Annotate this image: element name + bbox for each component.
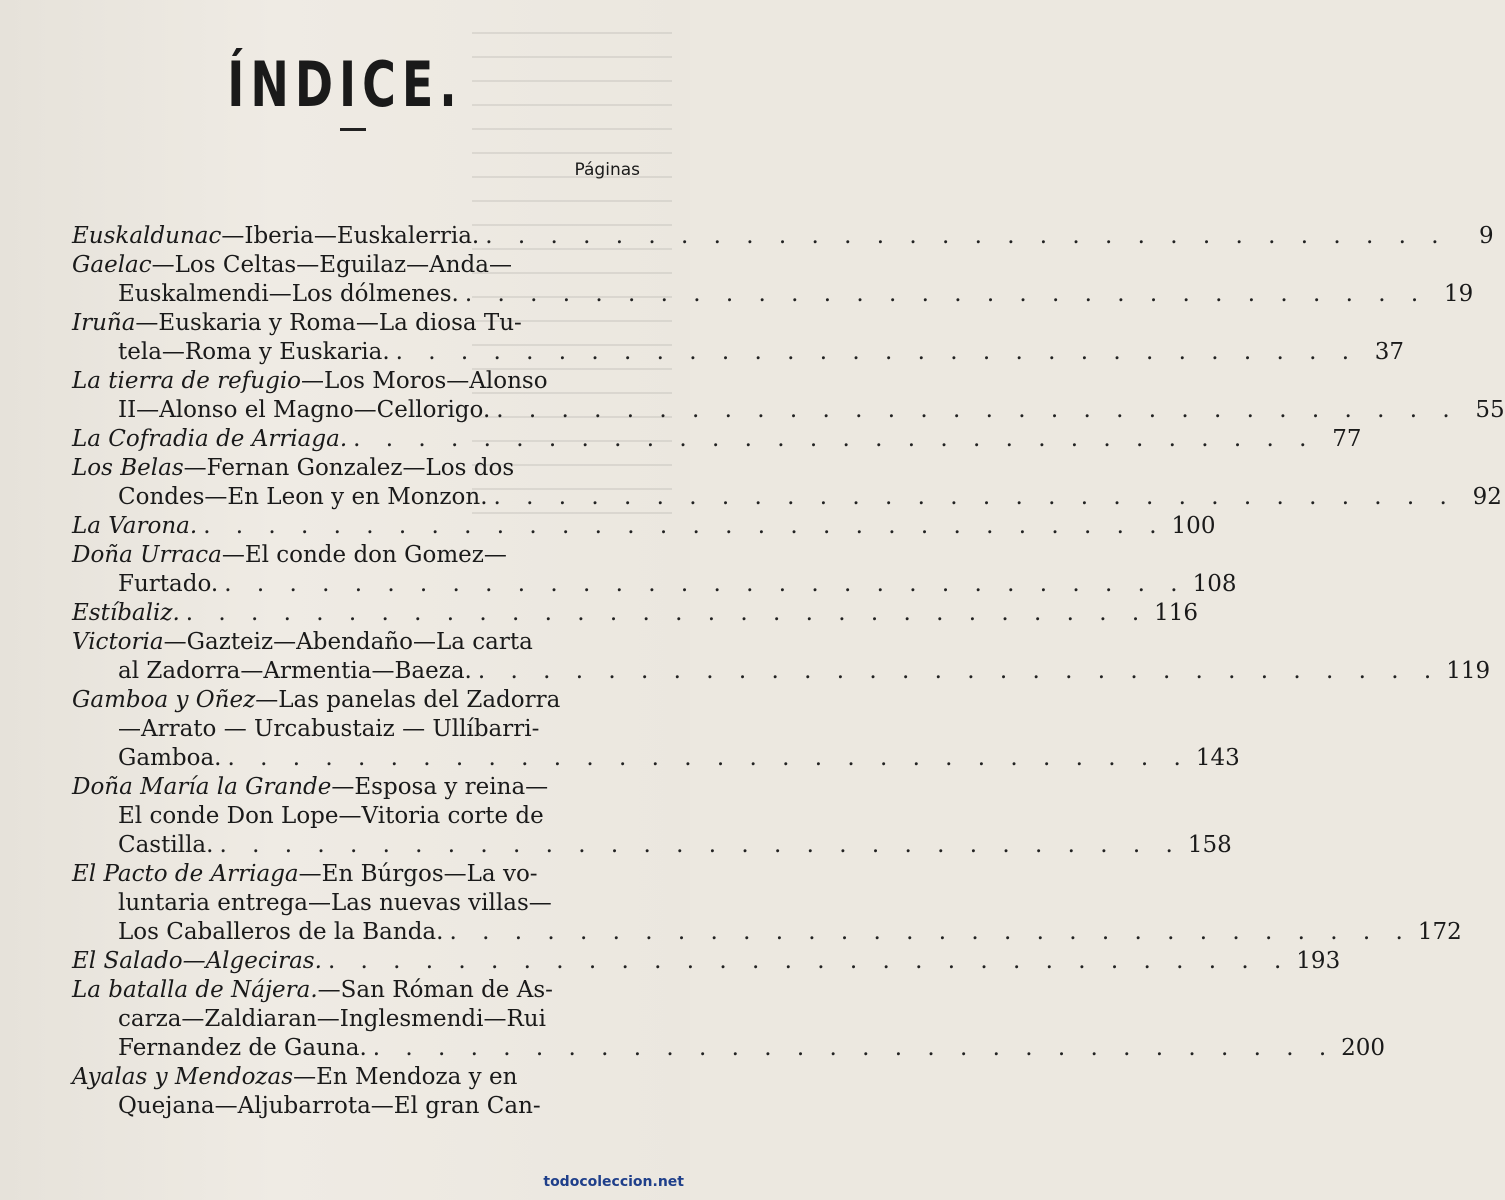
index-entry <box>72 512 1216 541</box>
index-entry-line <box>72 541 632 570</box>
index-entry <box>72 222 1494 251</box>
chapter-subjects: tela—Roma y Euskaria. <box>118 339 390 365</box>
index-entry-line <box>72 1005 632 1034</box>
page-number: 9 <box>1478 223 1494 249</box>
index-entry-line <box>72 570 1237 599</box>
chapter-title: Doña Urraca <box>72 542 222 568</box>
chapter-title: La Varona. <box>72 513 198 539</box>
index-entry-line <box>72 831 1232 860</box>
index-entry-line <box>72 1034 1386 1063</box>
index-entry <box>72 947 1341 976</box>
chapter-subjects: —Las panelas del Zadorra <box>255 687 561 713</box>
index-entry-line <box>72 686 632 715</box>
chapter-title: Gaelac <box>72 252 152 278</box>
chapter-subjects: Gamboa. <box>118 745 222 771</box>
chapter-subjects: Euskalmendi—Los dólmenes. <box>118 281 459 307</box>
chapter-subjects: —Los Celtas—Eguilaz—Anda— <box>151 252 512 278</box>
dot-leader: . . . . . . . . . . . . . . . . . . . . . . . . . . . . . . <box>327 948 1291 974</box>
page-number: 172 <box>1417 919 1462 945</box>
dot-leader: . . . . . . . . . . . . . . . . . . . . . . . . . . . . . . <box>493 484 1456 510</box>
chapter-subjects: Fernandez de Gauna. <box>118 1035 367 1061</box>
page-number: 200 <box>1341 1035 1386 1061</box>
dot-leader: . . . . . . . . . . . . . . . . . . . . . . . . . . . . . . <box>477 658 1441 684</box>
chapter-subjects: —Fernan Gonzalez—Los dos <box>183 455 515 481</box>
index-entry-line <box>72 947 1341 976</box>
chapter-subjects: —Gazteiz—Abendaño—La carta <box>163 629 533 655</box>
pages-column-label: Páginas <box>574 160 640 180</box>
index-entry-line <box>72 1063 632 1092</box>
chapter-title: El Pacto de Arriaga <box>72 861 299 887</box>
dot-leader: . . . . . . . . . . . . . . . . . . . . . . . . . . . . . . <box>449 919 1412 945</box>
chapter-title: Estíbaliz. <box>72 600 180 626</box>
index-entry-line <box>72 309 632 338</box>
chapter-title: Gamboa y Oñez <box>72 687 256 713</box>
index-entry <box>72 454 1502 512</box>
page-number: 119 <box>1446 658 1491 684</box>
chapter-subjects: Quejana—Aljubarrota—El gran Can- <box>118 1093 541 1119</box>
index-entry <box>72 251 1474 309</box>
title-rule <box>340 128 366 131</box>
dot-leader: . . . . . . . . . . . . . . . . . . . . . . . . . . . . . . <box>372 1035 1336 1061</box>
index-entry <box>72 425 1362 454</box>
chapter-subjects: carza—Zaldiaran—Inglesmendi—Rui <box>118 1006 546 1032</box>
index-entry-line <box>72 222 1494 251</box>
dot-leader: . . . . . . . . . . . . . . . . . . . . . . . . . . . . . . <box>219 832 1182 858</box>
index-entry-line <box>72 1092 632 1121</box>
chapter-title: La tierra de refugio <box>72 368 302 394</box>
chapter-subjects: II—Alonso el Magno—Cellorigo. <box>118 397 491 423</box>
chapter-subjects: —Los Moros—Alonso <box>301 368 548 394</box>
chapter-subjects: El conde Don Lope—Vitoria corte de <box>118 803 544 829</box>
page-number: 193 <box>1296 948 1341 974</box>
index-entry <box>72 599 1199 628</box>
dot-leader: . . . . . . . . . . . . . . . . . . . . . . . . . . . . . . <box>227 745 1190 771</box>
chapter-title: La Cofradia de Arriaga. <box>72 426 348 452</box>
index-entry-line <box>72 744 1240 773</box>
chapter-title: Iruña <box>72 310 136 336</box>
dot-leader: . . . . . . . . . . . . . . . . . . . . . . . . . . . . . . <box>185 600 1149 626</box>
page-number: 19 <box>1443 281 1474 307</box>
chapter-subjects: —El conde don Gomez— <box>221 542 507 568</box>
dot-leader: . . . . . . . . . . . . . . . . . . . . . . . . . . . . . . <box>353 426 1316 452</box>
index-entry-line <box>72 483 1502 512</box>
index-entry-line <box>72 599 1199 628</box>
index-entry-line <box>72 802 632 831</box>
index-entry <box>72 976 1386 1063</box>
chapter-subjects: —En Mendoza y en <box>293 1064 518 1090</box>
page-number: 143 <box>1195 745 1240 771</box>
chapter-title: Euskaldunac <box>72 223 222 249</box>
index-entry <box>72 309 1405 367</box>
index-entry <box>72 773 1232 860</box>
page-number: 158 <box>1187 832 1232 858</box>
index-entry-line <box>72 251 632 280</box>
page-number: 108 <box>1192 571 1237 597</box>
index-entry <box>72 628 1491 686</box>
index-entry-line <box>72 976 632 1005</box>
watermark-logo <box>543 1174 684 1190</box>
index-entry-line <box>72 657 1491 686</box>
index-entry-line <box>72 512 1216 541</box>
index-entry <box>72 860 1462 947</box>
index-entry-line <box>72 889 632 918</box>
chapter-subjects: —Arrato — Urcabustaiz — Ullíbarri- <box>118 716 540 742</box>
dot-leader: . . . . . . . . . . . . . . . . . . . . . . . . . . . . . . <box>485 223 1448 249</box>
index-entry-line <box>72 918 1462 947</box>
index-entry-line <box>72 860 632 889</box>
index-entry-line <box>72 773 632 802</box>
watermark-text: todocoleccion.net <box>543 1174 684 1190</box>
chapter-title: Ayalas y Mendozas <box>72 1064 294 1090</box>
page-number: 100 <box>1171 513 1216 539</box>
chapter-title: Los Belas <box>72 455 184 481</box>
index-entry-line <box>72 396 1505 425</box>
page-number: 116 <box>1154 600 1199 626</box>
chapter-subjects: al Zadorra—Armentia—Baeza. <box>118 658 472 684</box>
chapter-subjects: —En Búrgos—La vo- <box>298 861 538 887</box>
index-entry-line <box>72 367 632 396</box>
index-entry-line <box>72 628 632 657</box>
chapter-subjects: Furtado. <box>118 571 219 597</box>
dot-leader: . . . . . . . . . . . . . . . . . . . . . . . . . . . . . . <box>203 513 1166 539</box>
page-number: 55 <box>1475 397 1505 423</box>
dot-leader: . . . . . . . . . . . . . . . . . . . . . . . . . . . . . . <box>224 571 1187 597</box>
page-title: ÍNDICE. <box>227 48 463 121</box>
chapter-subjects: —Iberia—Euskalerria. <box>221 223 480 249</box>
chapter-title: Victoria <box>72 629 164 655</box>
chapter-title: El Salado—Algeciras. <box>72 948 322 974</box>
index-entry <box>72 686 1240 773</box>
chapter-subjects: —Esposa y reina— <box>331 774 549 800</box>
chapter-subjects: Condes—En Leon y en Monzon. <box>118 484 488 510</box>
dot-leader: . . . . . . . . . . . . . . . . . . . . . . . . . . . . . . <box>464 281 1428 307</box>
dot-leader: . . . . . . . . . . . . . . . . . . . . . . . . . . . . . . <box>496 397 1459 423</box>
chapter-subjects: Los Caballeros de la Banda. <box>118 919 444 945</box>
chapter-subjects: luntaria entrega—Las nuevas villas— <box>118 890 552 916</box>
dot-leader: . . . . . . . . . . . . . . . . . . . . . . . . . . . . . . <box>395 339 1359 365</box>
chapter-title: Doña María la Grande <box>72 774 332 800</box>
index-entry <box>72 1063 632 1121</box>
page-number: 37 <box>1374 339 1405 365</box>
chapter-subjects: —Euskaria y Roma—La diosa Tu- <box>135 310 522 336</box>
index-entry-line <box>72 280 1474 309</box>
index-entries <box>72 222 1505 1121</box>
chapter-subjects: —San Róman de As- <box>317 977 553 1003</box>
chapter-title: La batalla de Nájera. <box>72 977 318 1003</box>
index-entry <box>72 367 1505 425</box>
index-entry-line <box>72 338 1405 367</box>
index-entry <box>72 541 1237 599</box>
chapter-subjects: Castilla. <box>118 832 214 858</box>
page-number: 92 <box>1472 484 1502 510</box>
page-number: 77 <box>1332 426 1362 452</box>
index-entry-line <box>72 715 632 744</box>
index-entry-line <box>72 425 1362 454</box>
index-entry-line <box>72 454 632 483</box>
